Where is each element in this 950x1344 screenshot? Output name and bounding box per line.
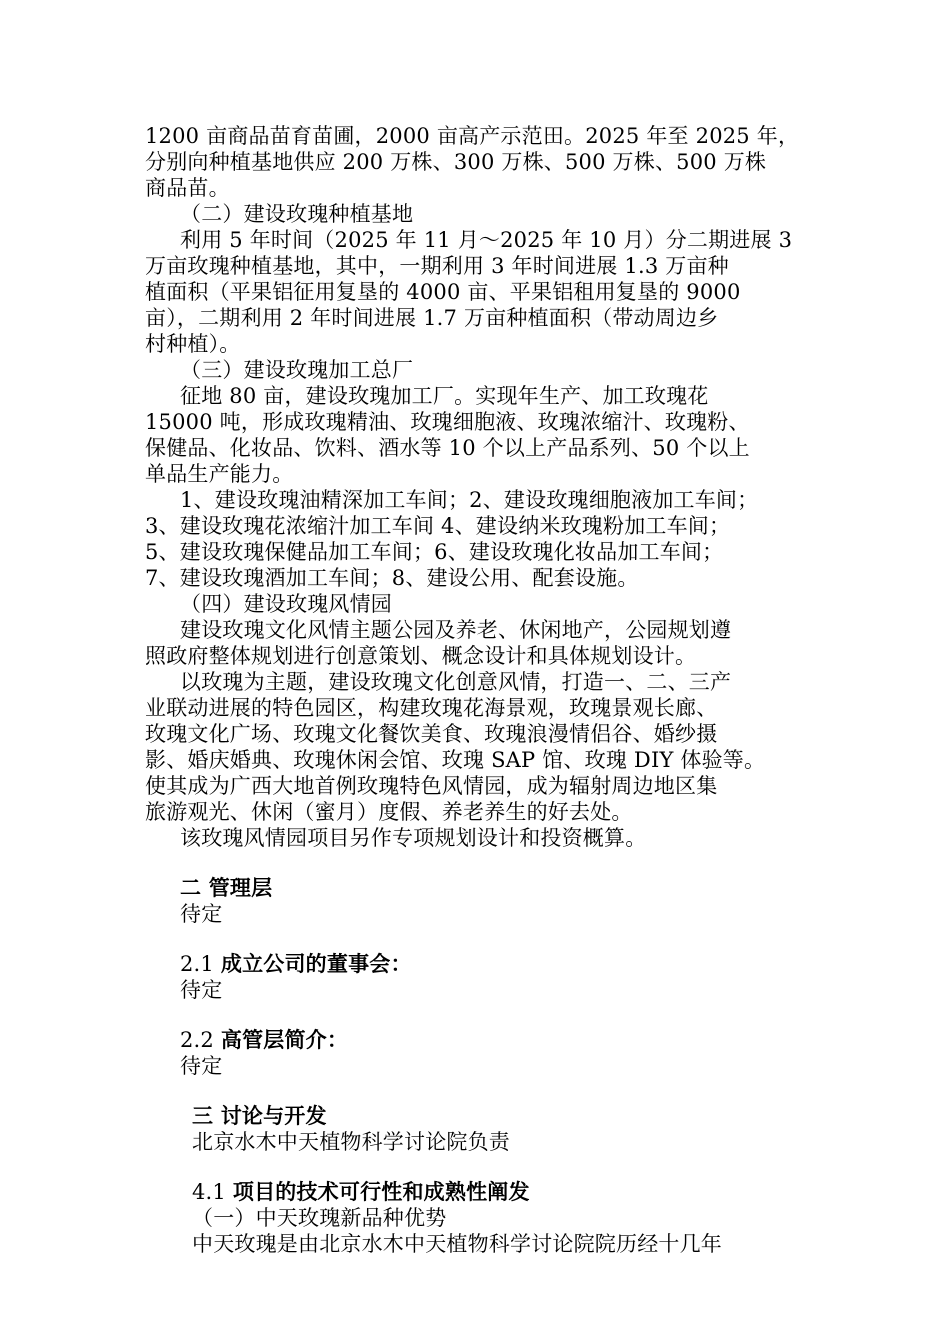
paragraph-line: 照政府整体规划进行创意策划、概念设计和具体规划设计。: [145, 644, 697, 668]
paragraph-line: 利用 5 年时间（2025 年 11 月～2025 年 10 月）分二期进展 3: [180, 228, 793, 252]
paragraph-line: 影、婚庆婚典、玫瑰休闲会馆、玫瑰 SAP 馆、玫瑰 DIY 体验等。: [145, 748, 766, 772]
list-line: 3、建设玫瑰花浓缩汁加工车间 4、建设纳米玫瑰粉加工车间；: [145, 514, 731, 538]
paragraph-line: 15000 吨，形成玫瑰精油、玫瑰细胞液、玫瑰浓缩汁、玫瑰粉、: [145, 410, 750, 434]
list-line: 5、建设玫瑰保健品加工车间；6、建设玫瑰化妆品加工车间；: [145, 540, 724, 564]
paragraph-line: 保健品、化妆品、饮料、酒水等 10 个以上产品系列、50 个以上: [145, 436, 750, 460]
section-heading-tech: [192, 1179, 530, 1205]
section-heading-rd: 三 讨论与开发: [192, 1103, 327, 1128]
list-line: 1、建设玫瑰油精深加工车间；2、建设玫瑰细胞液加工车间；: [180, 488, 759, 512]
paragraph-line: 植面积（平果铝征用复垦的 4000 亩、平果铝租用复垦的 9000: [145, 280, 741, 304]
paragraph-line: 建设玫瑰文化风情主题公园及养老、休闲地产，公园规划遵: [180, 618, 732, 642]
section-heading-executives: [180, 1027, 348, 1053]
paragraph-line: 该玫瑰风情园项目另作专项规划设计和投资概算。: [180, 826, 647, 850]
paragraph-line: 旅游观光、休闲（蜜月）度假、养老养生的好去处。: [145, 800, 633, 824]
paragraph-line: 万亩玫瑰种植基地，其中，一期利用 3 年时间进展 1.3 万亩种: [145, 254, 729, 278]
section-body: 北京水木中天植物科学讨论院负责: [192, 1130, 510, 1154]
paragraph-line: 玫瑰文化广场、玫瑰文化餐饮美食、玫瑰浪漫情侣谷、婚纱摄: [145, 722, 718, 746]
subheading-line: （一）中天玫瑰新品种优势: [192, 1206, 447, 1230]
section-heading-board: [180, 951, 412, 977]
subheading-line: （二）建设玫瑰种植基地: [180, 202, 414, 226]
subheading-line: （三）建设玫瑰加工总厂: [180, 358, 414, 382]
section-body: 待定: [180, 1054, 223, 1078]
paragraph-line: 商品苗。: [145, 176, 230, 200]
list-line: 7、建设玫瑰酒加工车间；8、建设公用、配套设施。: [145, 566, 639, 590]
paragraph-line: 单品生产能力。: [145, 462, 294, 486]
paragraph-line: 分别向种植基地供应 200 万株、300 万株、500 万株、500 万株: [145, 150, 767, 174]
paragraph-line: 中天玫瑰是由北京水木中天植物科学讨论院院历经十几年: [192, 1232, 722, 1256]
paragraph-line: 征地 80 亩，建设玫瑰加工厂。实现年生产、加工玫瑰花: [180, 384, 709, 408]
subheading-line: （四）建设玫瑰风情园: [180, 592, 392, 616]
section-number: 2.2: [180, 1028, 221, 1052]
section-heading-management: 二 管理层: [180, 875, 273, 900]
section-body: 待定: [180, 902, 223, 926]
section-body: 待定: [180, 978, 223, 1002]
paragraph-line: 村种植）。: [145, 332, 241, 356]
paragraph-line: 使其成为广西大地首例玫瑰特色风情园，成为辐射周边地区集: [145, 774, 718, 798]
section-title: 项目的技术可行性和成熟性阐发: [232, 1179, 530, 1204]
section-number: 4.1: [192, 1180, 233, 1204]
section-title: 高管层简介：: [220, 1027, 349, 1052]
paragraph-line: 亩），二期利用 2 年时间进展 1.7 万亩种植面积（带动周边乡: [145, 306, 719, 330]
paragraph-line: 1200 亩商品苗育苗圃，2000 亩高产示范田。2025 年至 2025 年，: [145, 124, 800, 148]
paragraph-line: 以玫瑰为主题，建设玫瑰文化创意风情，打造一、二、三产: [180, 670, 732, 694]
section-title: 成立公司的董事会：: [220, 951, 412, 976]
paragraph-line: 业联动进展的特色园区，构建玫瑰花海景观，玫瑰景观长廊、: [145, 696, 718, 720]
section-number: 2.1: [180, 952, 221, 976]
